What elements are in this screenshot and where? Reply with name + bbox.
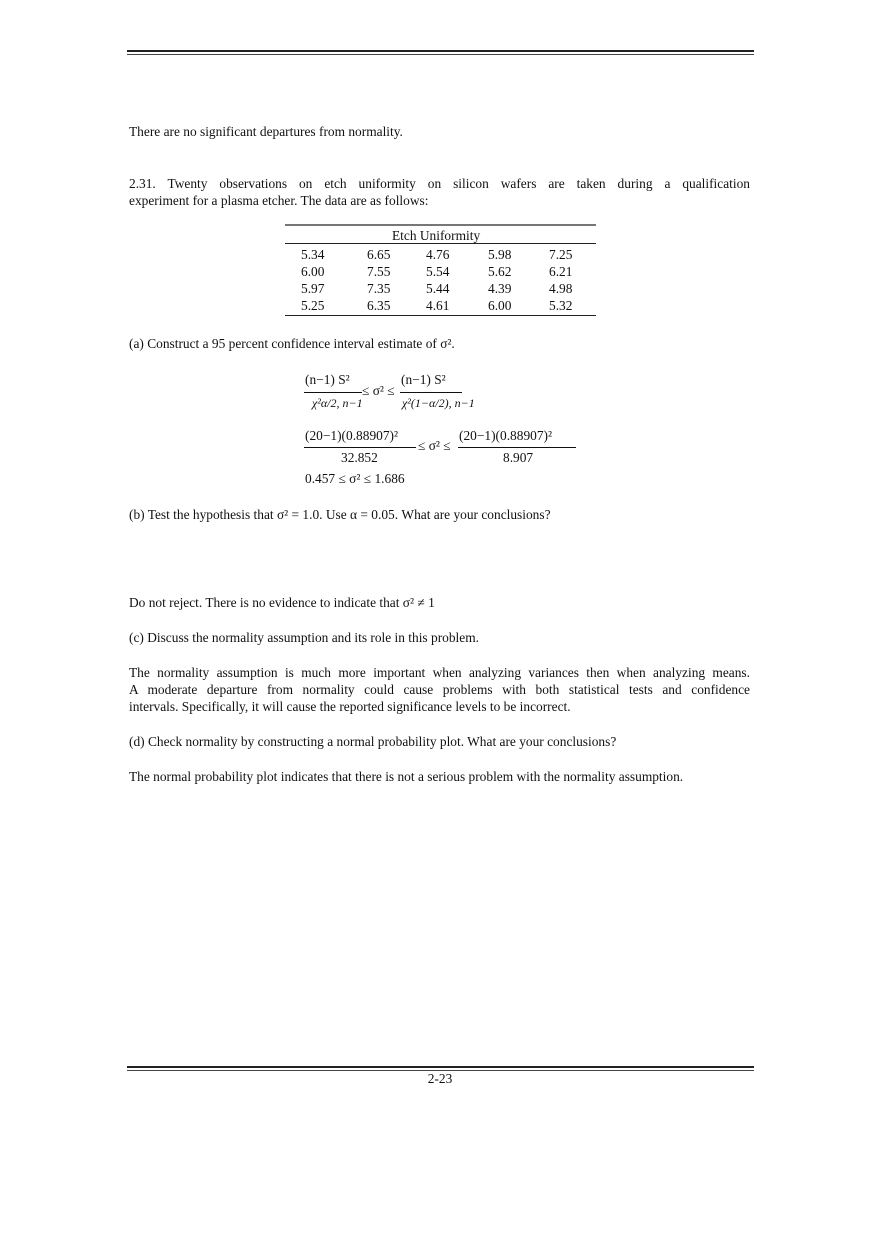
table-cell: 7.25 [549, 247, 573, 262]
page-number: 2-23 [427, 1071, 453, 1086]
formula-numerator2-left: (20−1)(0.88907)² [305, 428, 399, 443]
table-cell: 6.35 [367, 298, 391, 313]
table-top-rule [285, 224, 596, 226]
table-row [285, 264, 596, 281]
formula-denominator-right: χ²(1−α/2), n−1 [402, 396, 475, 410]
header-rule [127, 50, 754, 52]
table-cell: 6.21 [549, 264, 573, 279]
intro-text: There are no significant departures from normality. [129, 124, 403, 139]
problem-line-1: 2.31. Twenty observations on etch uniformity on silicon wafers are taken during a qualification [129, 176, 750, 191]
table-cell: 5.98 [488, 247, 512, 262]
table-cell: 5.25 [301, 298, 325, 313]
formula-denominator2-left: 32.852 [341, 450, 378, 465]
table-cell: 4.98 [549, 281, 573, 296]
table-row [285, 247, 596, 264]
part-c-answer-line-1: The normality assumption is much more important when analyzing variances then when analyzing means. [129, 665, 750, 680]
part-c-answer-line-3: intervals. Specifically, it will cause the reported significance levels to be incorrect. [129, 699, 571, 714]
table-cell: 5.34 [301, 247, 325, 262]
fraction-bar [400, 392, 462, 393]
table-cell: 5.97 [301, 281, 325, 296]
table-cell: 6.00 [488, 298, 512, 313]
table-caption: Etch Uniformity [392, 228, 481, 243]
formula-numerator-right: (n−1) S² [401, 372, 446, 387]
table-cell: 4.39 [488, 281, 512, 296]
table-cell: 5.44 [426, 281, 450, 296]
fraction-bar [304, 447, 416, 448]
table-cell: 4.61 [426, 298, 450, 313]
part-c-question: (c) Discuss the normality assumption and its role in this problem. [129, 630, 479, 645]
table-cell: 6.00 [301, 264, 325, 279]
etch-table [285, 247, 596, 315]
formula-numerator2-right: (20−1)(0.88907)² [459, 428, 553, 443]
formula-inequality-2: ≤ σ² ≤ [418, 438, 451, 453]
table-cell: 5.32 [549, 298, 573, 313]
formula-denominator-left: χ²α/2, n−1 [312, 396, 363, 410]
fraction-bar [458, 447, 576, 448]
formula-numerator-left: (n−1) S² [305, 372, 350, 387]
problem-line-2: experiment for a plasma etcher. The data are as follows: [129, 193, 429, 208]
table-cell: 5.62 [488, 264, 512, 279]
part-d-answer: The normal probability plot indicates that there is not a serious problem with the normality assumption. [129, 769, 684, 784]
table-cell: 4.76 [426, 247, 450, 262]
part-b-answer: Do not reject. There is no evidence to indicate that σ² ≠ 1 [129, 595, 435, 610]
formula-inequality: ≤ σ² ≤ [362, 383, 395, 398]
fraction-bar [304, 392, 362, 393]
header-rule-thin [127, 54, 754, 55]
part-b-question: (b) Test the hypothesis that σ² = 1.0. Use α = 0.05. What are your conclusions? [129, 507, 551, 522]
table-bottom-rule [285, 315, 596, 316]
part-c-answer-line-2: A moderate departure from normality could cause problems with both statistical tests and confidence [129, 682, 750, 697]
table-row [285, 298, 596, 315]
interval-result: 0.457 ≤ σ² ≤ 1.686 [305, 471, 405, 486]
table-cell: 5.54 [426, 264, 450, 279]
table-cell: 7.35 [367, 281, 391, 296]
table-cell: 7.55 [367, 264, 391, 279]
footer-rule [127, 1066, 754, 1068]
part-a-question: (a) Construct a 95 percent confidence interval estimate of σ². [129, 336, 455, 351]
part-d-question: (d) Check normality by constructing a normal probability plot. What are your conclusions? [129, 734, 617, 749]
formula-denominator2-right: 8.907 [503, 450, 534, 465]
table-cell: 6.65 [367, 247, 391, 262]
table-row [285, 281, 596, 298]
